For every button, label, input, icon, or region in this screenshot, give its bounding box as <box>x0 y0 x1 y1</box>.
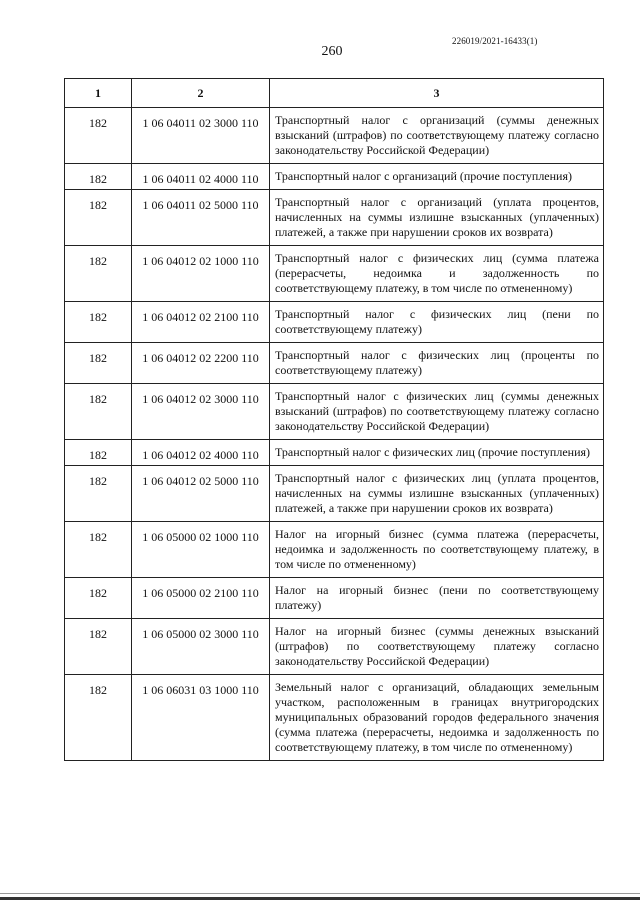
budget-classification-code: 1 06 04012 02 2200 110 <box>132 343 270 384</box>
table-header-row <box>65 79 604 108</box>
table-row <box>65 302 604 343</box>
income-description: Земельный налог с организаций, обладающих земельным участком, расположенным в границах внутригородских муниципальных образований городов федерального значения (сумма платежа (перерасчеты, недоимка и задолженность по соответствующему платежу, в том числе по отмененному) <box>270 675 604 761</box>
admin-code: 182 <box>65 675 132 761</box>
admin-code: 182 <box>65 164 132 190</box>
budget-classification-code: 1 06 04012 02 1000 110 <box>132 246 270 302</box>
table-row <box>65 522 604 578</box>
table-row <box>65 466 604 522</box>
budget-classification-code: 1 06 04011 02 3000 110 <box>132 108 270 164</box>
scan-edge-bar <box>0 897 640 900</box>
column-header-2: 2 <box>132 79 270 108</box>
admin-code: 182 <box>65 302 132 343</box>
budget-classification-code: 1 06 04011 02 4000 110 <box>132 164 270 190</box>
admin-code: 182 <box>65 190 132 246</box>
income-description: Транспортный налог с организаций (уплата процентов, начисленных на суммы излишне взысканных (уплаченных) платежей, а также при нарушении сроков их возврата) <box>270 190 604 246</box>
table-row <box>65 619 604 675</box>
budget-classification-code: 1 06 04012 02 2100 110 <box>132 302 270 343</box>
table-row <box>65 108 604 164</box>
admin-code: 182 <box>65 619 132 675</box>
admin-code: 182 <box>65 578 132 619</box>
budget-classification-code: 1 06 04012 02 5000 110 <box>132 466 270 522</box>
budget-classification-code: 1 06 04012 02 4000 110 <box>132 440 270 466</box>
column-header-3: 3 <box>270 79 604 108</box>
income-description: Транспортный налог с физических лиц (сумма платежа (перерасчеты, недоимка и задолженность по соответствующему платежу, в том числе по отмененному) <box>270 246 604 302</box>
table-row <box>65 578 604 619</box>
income-description: Налог на игорный бизнес (пени по соответствующему платежу) <box>270 578 604 619</box>
income-description: Транспортный налог с физических лиц (прочие поступления) <box>270 440 604 466</box>
page-number: 260 <box>321 44 343 59</box>
income-description: Транспортный налог с физических лиц (уплата процентов, начисленных на суммы излишне взысканных (уплаченных) платежей, а также при нарушении сроков их возврата) <box>270 466 604 522</box>
income-description: Транспортный налог с организаций (суммы денежных взысканий (штрафов) по соответствующему платежу согласно законодательству Российской Федерации) <box>270 108 604 164</box>
budget-codes-table <box>64 78 604 761</box>
scan-edge-line <box>0 893 640 894</box>
income-description: Транспортный налог с физических лиц (проценты по соответствующему платежу) <box>270 343 604 384</box>
document-id: 226019/2021-16433(1) <box>452 36 538 46</box>
admin-code: 182 <box>65 343 132 384</box>
admin-code: 182 <box>65 384 132 440</box>
table-row <box>65 164 604 190</box>
admin-code: 182 <box>65 246 132 302</box>
budget-classification-code: 1 06 05000 02 2100 110 <box>132 578 270 619</box>
income-description: Транспортный налог с физических лиц (пени по соответствующему платежу) <box>270 302 604 343</box>
column-header-1: 1 <box>65 79 132 108</box>
income-description: Налог на игорный бизнес (сумма платежа (перерасчеты, недоимка и задолженность по соответствующему платежу, в том числе по отмененному) <box>270 522 604 578</box>
income-description: Налог на игорный бизнес (суммы денежных взысканий (штрафов) по соответствующему платежу согласно законодательству Российской Федерации) <box>270 619 604 675</box>
income-description: Транспортный налог с физических лиц (суммы денежных взысканий (штрафов) по соответствующему платежу согласно законодательству Российской Федерации) <box>270 384 604 440</box>
budget-classification-code: 1 06 06031 03 1000 110 <box>132 675 270 761</box>
admin-code: 182 <box>65 440 132 466</box>
table-row <box>65 440 604 466</box>
table-row <box>65 343 604 384</box>
budget-classification-code: 1 06 04012 02 3000 110 <box>132 384 270 440</box>
budget-classification-code: 1 06 04011 02 5000 110 <box>132 190 270 246</box>
admin-code: 182 <box>65 108 132 164</box>
income-description: Транспортный налог с организаций (прочие поступления) <box>270 164 604 190</box>
table-row <box>65 190 604 246</box>
table-row <box>65 246 604 302</box>
admin-code: 182 <box>65 522 132 578</box>
admin-code: 182 <box>65 466 132 522</box>
table-row <box>65 384 604 440</box>
table-row <box>65 675 604 761</box>
budget-classification-code: 1 06 05000 02 3000 110 <box>132 619 270 675</box>
budget-classification-code: 1 06 05000 02 1000 110 <box>132 522 270 578</box>
